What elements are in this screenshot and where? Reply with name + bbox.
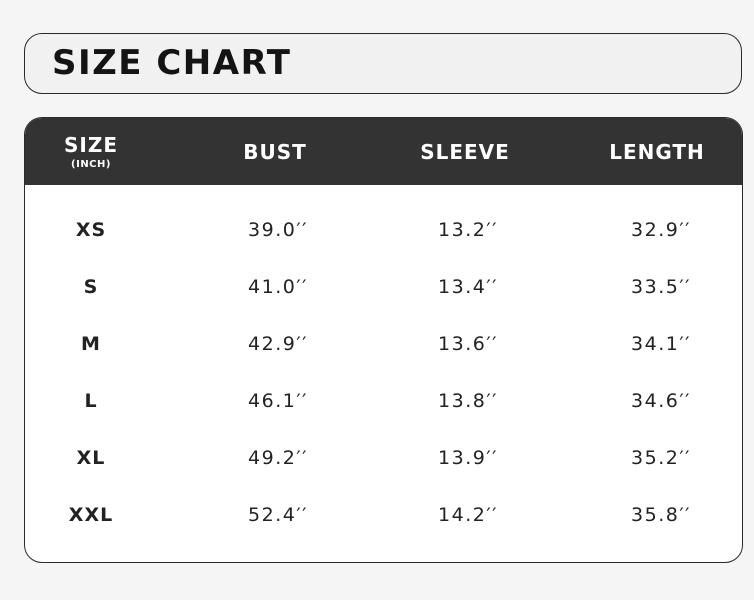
table-header	[25, 118, 742, 185]
bust-cell: 49.2′′	[248, 447, 308, 469]
sleeve-cell: 13.2′′	[438, 219, 498, 241]
size-cell: XL	[76, 447, 106, 469]
sleeve-cell: 14.2′′	[438, 504, 498, 526]
header-bust	[243, 118, 307, 185]
size-cell: M	[81, 333, 101, 355]
header-size-label: SIZE	[63, 132, 119, 157]
sleeve-cell: 13.6′′	[438, 333, 498, 355]
bust-cell: 41.0′′	[248, 276, 308, 298]
table-row	[25, 381, 742, 421]
size-cell: XS	[75, 219, 107, 241]
table-row	[25, 210, 742, 250]
length-cell: 34.1′′	[631, 333, 691, 355]
size-cell: L	[84, 390, 98, 412]
table-row	[25, 495, 742, 535]
size-chart-table	[24, 117, 743, 563]
table-row	[25, 324, 742, 364]
header-sleeve-label: SLEEVE	[420, 139, 510, 164]
length-cell: 34.6′′	[631, 390, 691, 412]
header-sleeve	[420, 118, 510, 185]
sleeve-cell: 13.4′′	[438, 276, 498, 298]
header-size-unit: (INCH)	[71, 158, 111, 170]
size-cell: S	[83, 276, 99, 298]
sleeve-cell: 13.9′′	[438, 447, 498, 469]
bust-cell: 42.9′′	[248, 333, 308, 355]
table-row	[25, 267, 742, 307]
bust-cell: 46.1′′	[248, 390, 308, 412]
bust-cell: 39.0′′	[248, 219, 308, 241]
length-cell: 35.2′′	[631, 447, 691, 469]
length-cell: 33.5′′	[631, 276, 691, 298]
sleeve-cell: 13.8′′	[438, 390, 498, 412]
title-banner	[24, 33, 742, 94]
header-size	[64, 118, 118, 185]
length-cell: 32.9′′	[631, 219, 691, 241]
bust-cell: 52.4′′	[248, 504, 308, 526]
size-cell: XXL	[68, 504, 114, 526]
header-length-label: LENGTH	[609, 139, 705, 164]
length-cell: 35.8′′	[631, 504, 691, 526]
page-title: SIZE CHART	[52, 43, 292, 83]
table-row	[25, 438, 742, 478]
header-bust-label: BUST	[243, 139, 307, 164]
header-length	[609, 118, 705, 185]
